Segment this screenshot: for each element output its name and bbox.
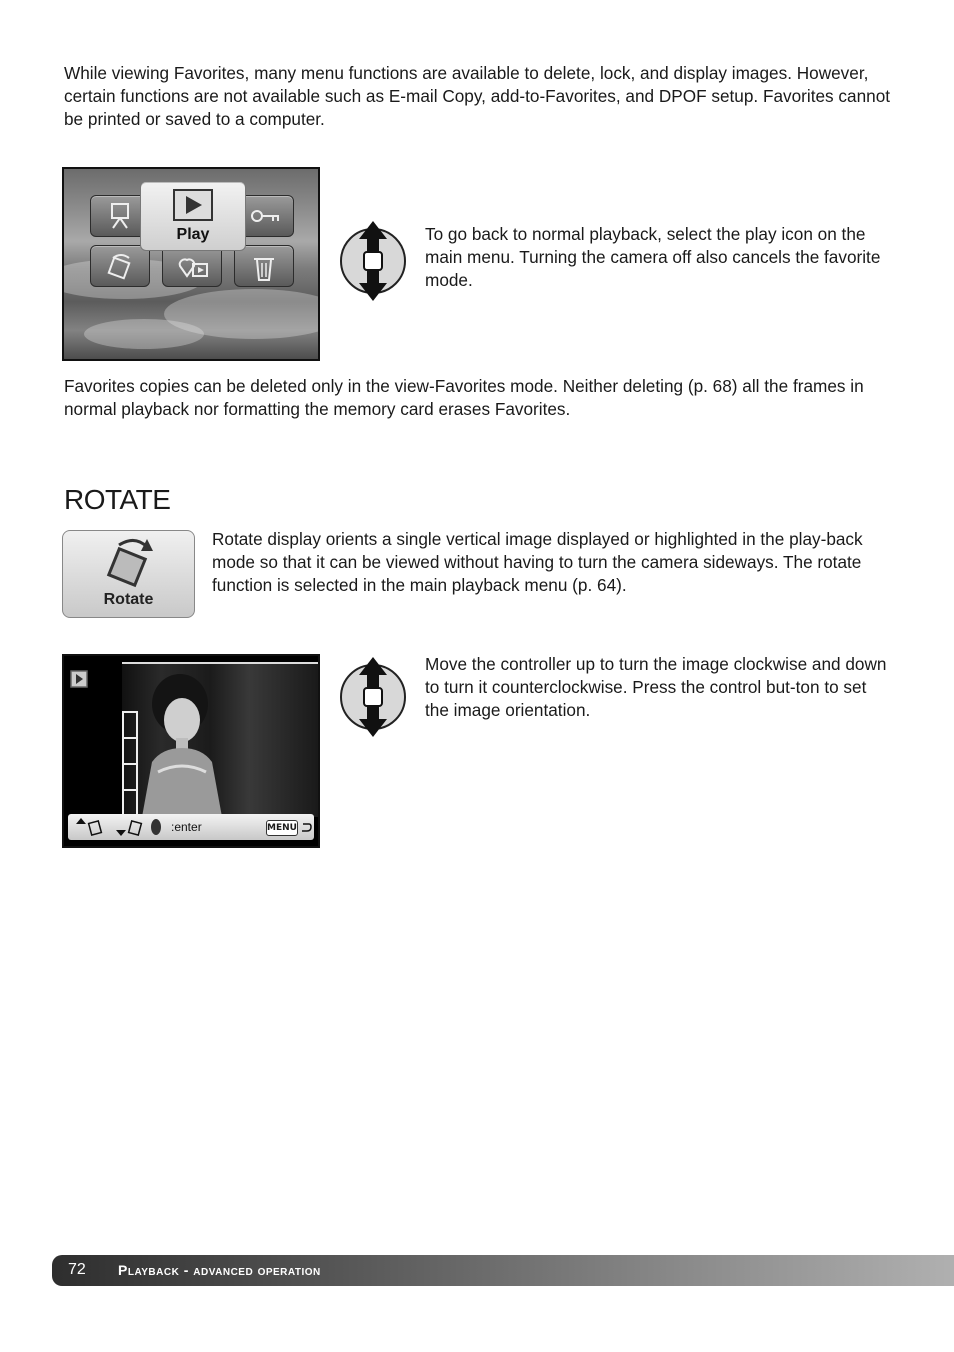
- page-footer: [52, 1255, 954, 1286]
- favorites-intro-text: While viewing Favorites, many menu functions are available to delete, lock, and display images. However, certain functions are not available such as E-mail Copy, add-to-Favorites, and DPOF setup. Favorites cannot be printed or saved to a computer.: [64, 63, 891, 129]
- controller-instructions-text: Move the controller up to turn the image clockwise and down to turn it counterclockwise. Press the control but-ton to set the image orientation.: [425, 654, 887, 720]
- play-menu-label: Play: [176, 226, 210, 243]
- rotate-button[interactable]: [62, 530, 195, 618]
- portrait-figure: [122, 662, 318, 817]
- favorites-icon: [177, 252, 211, 282]
- rotate-screen: [62, 654, 320, 848]
- rotate-button-label: Rotate: [103, 591, 154, 608]
- rotate-heading: ROTATE: [64, 484, 171, 515]
- rotate-icon: [105, 252, 135, 282]
- play-mode-icon: [70, 670, 88, 688]
- rotate-icon: [101, 535, 161, 593]
- rotate-status-bar: [68, 814, 314, 840]
- go-back-text: To go back to normal playback, select the play icon on the main menu. Turning the camera off also cancels the favorite mode.: [425, 224, 881, 290]
- delete-menu-button[interactable]: [234, 245, 294, 287]
- favorites-menu-screen: [62, 167, 320, 361]
- play-menu-button[interactable]: [140, 181, 246, 251]
- play-icon: [172, 188, 214, 222]
- enter-label: :enter: [171, 820, 202, 834]
- controller-updown-icon-2: [337, 653, 409, 741]
- return-icon: [300, 821, 312, 833]
- menu-button[interactable]: MENU: [266, 820, 298, 836]
- delete-favorites-text: Favorites copies can be deleted only in the view-Favorites mode. Neither deleting (p. 68) all the frames in normal playback nor formatting the memory card erases Favorites.: [64, 376, 864, 419]
- trash-icon: [249, 252, 279, 282]
- favorites-menu-button[interactable]: [162, 245, 222, 287]
- page-number: 72: [68, 1261, 86, 1278]
- rotate-description-text: Rotate display orients a single vertical image displayed or highlighted in the play-back mode so that it can be viewed without having to turn the camera sideways. The rotate function is selected in the main playback menu (p. 64).: [212, 529, 863, 595]
- portrait-photo: [122, 662, 318, 817]
- rotate-direction-icons: [72, 816, 162, 838]
- section-title: Playback - advanced operation: [118, 1262, 321, 1278]
- slideshow-icon: [105, 202, 135, 230]
- rotate-menu-button[interactable]: [90, 245, 150, 287]
- controller-updown-icon: [337, 217, 409, 305]
- key-icon: [249, 202, 283, 230]
